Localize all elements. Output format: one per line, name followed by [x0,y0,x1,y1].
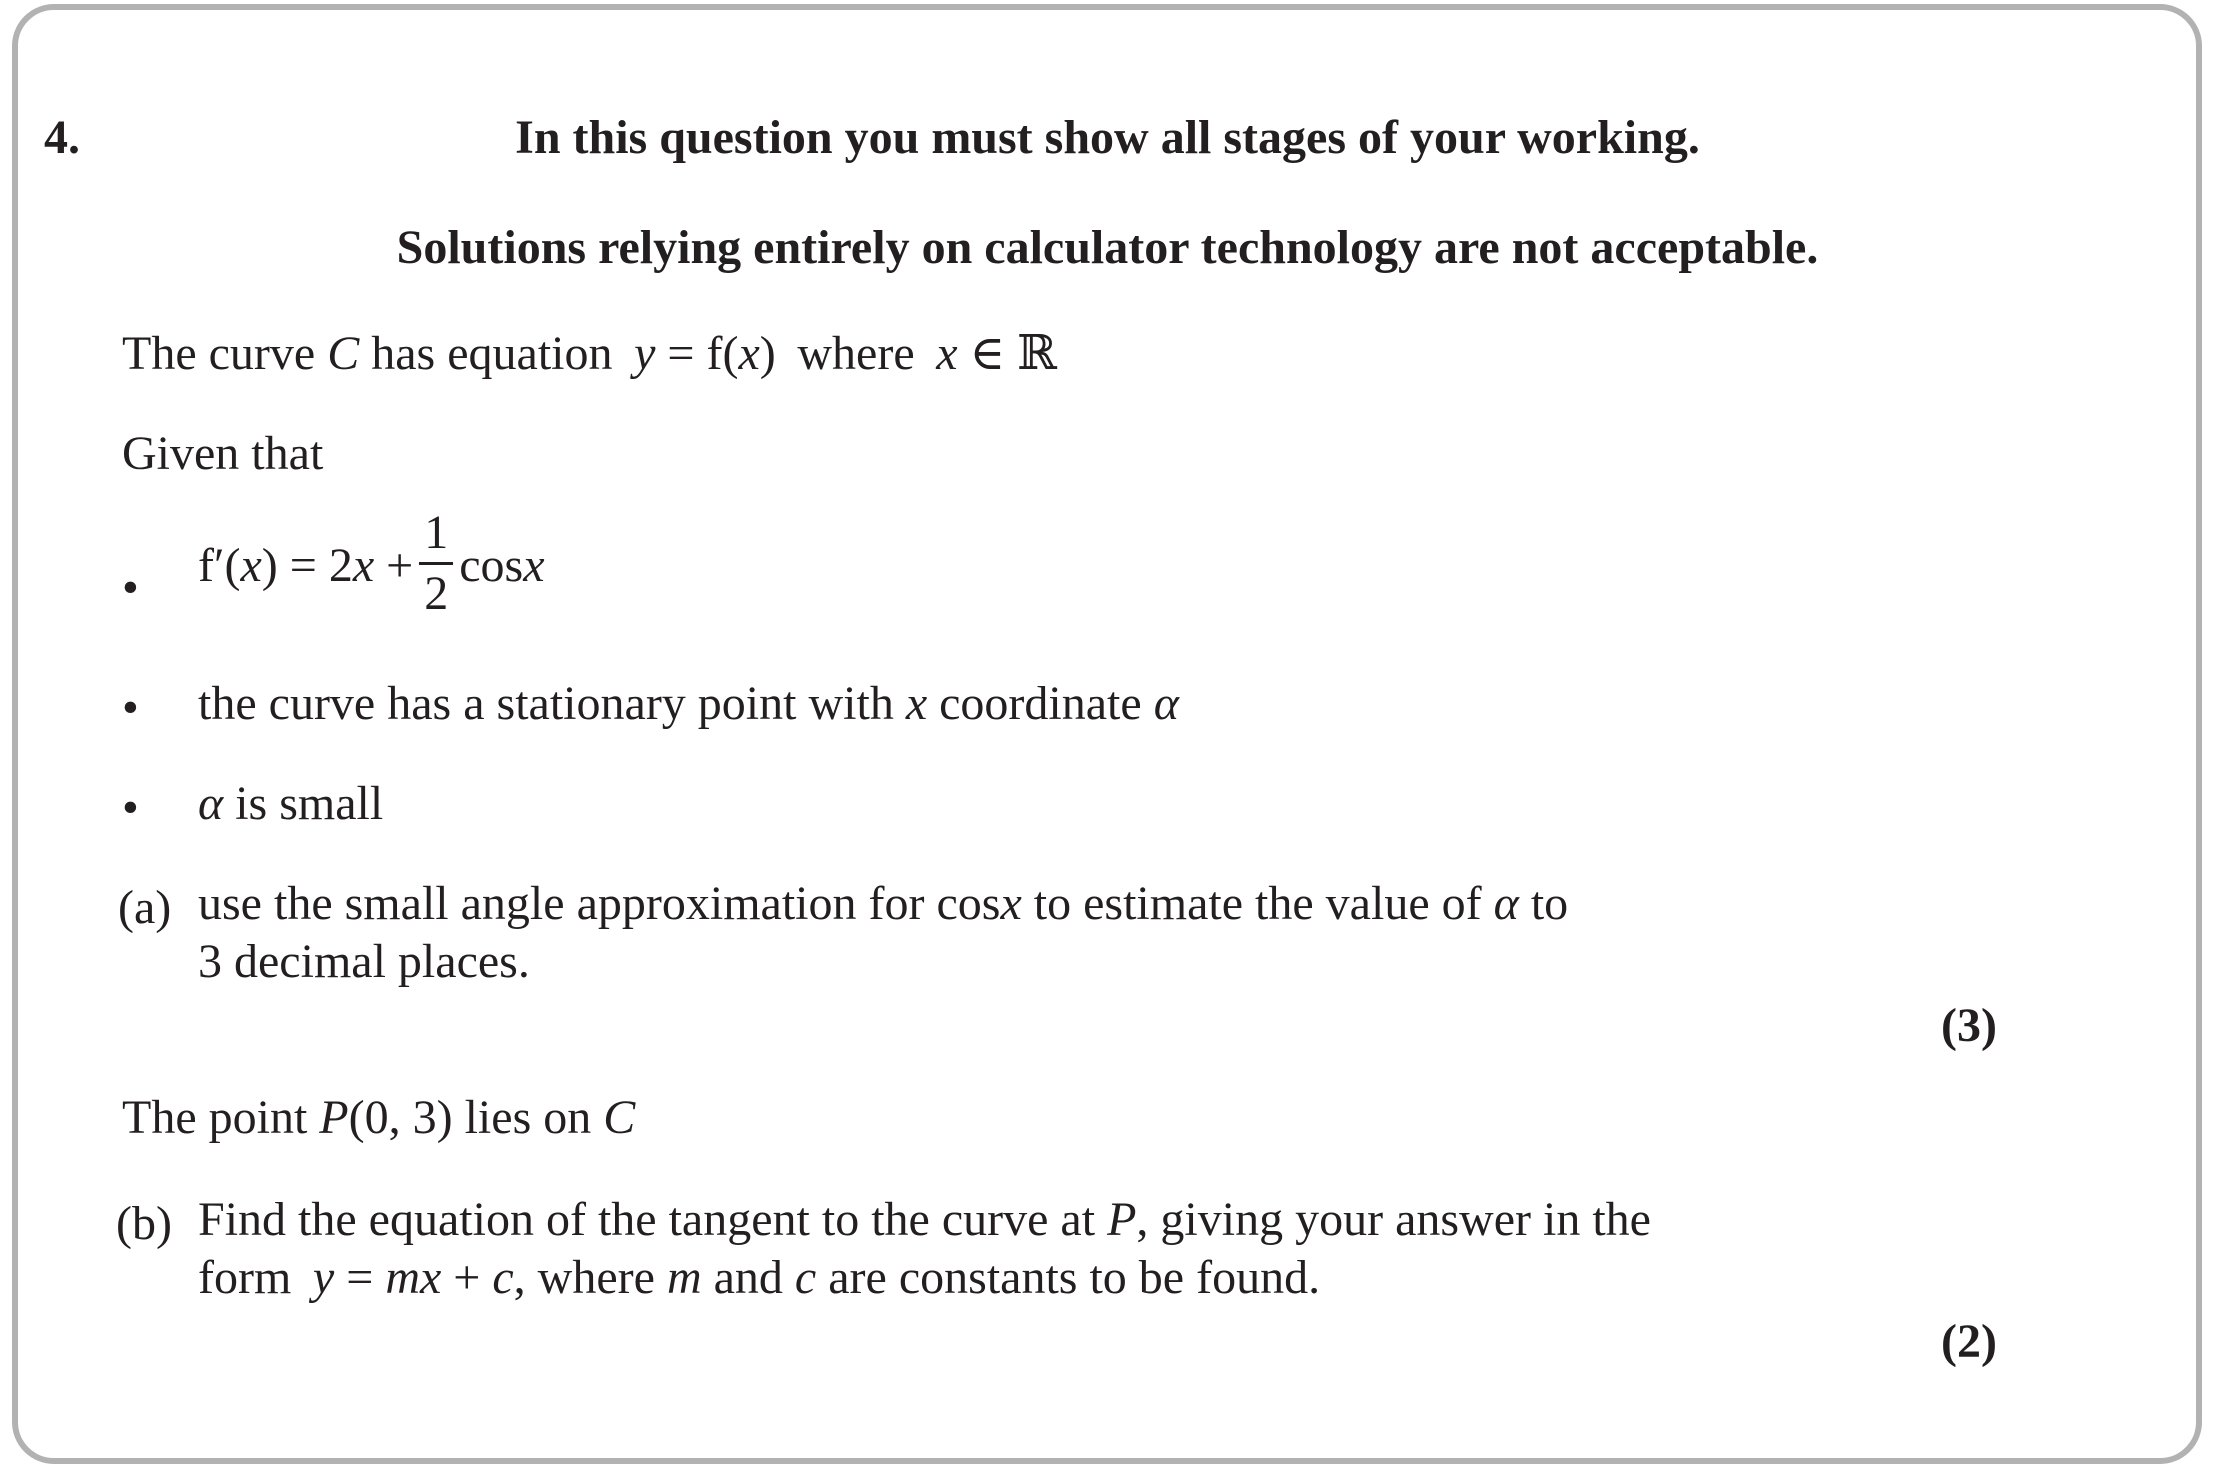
question-number: 4. [44,111,80,164]
where-text: where [785,327,927,380]
curve-symbol: C [327,327,360,380]
part-b-label: (b) [116,1197,172,1250]
part-b-line-1 [198,1193,1651,1246]
equals-f: = f( [655,327,739,380]
part-b-text: , giving your answer in the [1136,1193,1651,1246]
instruction-calculator: Solutions relying entirely on calculator technology are not acceptable. [396,221,1819,274]
plus-sign: + [441,1251,493,1304]
bullet-symbol: • [122,681,139,734]
var-x: x [905,677,928,730]
fraction-denominator: 2 [424,567,449,621]
var-c: c [794,1251,817,1304]
curve-definition [122,327,1057,380]
part-a-line-1 [198,877,1569,930]
var-alpha: α [198,777,224,830]
curve-def-text: has equation [359,327,625,380]
cos-function: cos [459,538,524,592]
part-b-text: are constants to be found. [816,1251,1321,1304]
var-y: y [634,327,656,380]
var-m: m [666,1251,702,1304]
part-b-text: , where [513,1251,667,1304]
curve-def-text: The curve [122,327,328,380]
part-a-marks: (3) [1941,999,1997,1052]
given-that: Given that [122,427,324,480]
var-alpha: α [1153,677,1179,730]
stationary-point-condition [198,677,1179,730]
element-of-reals: ∈ ℝ [957,327,1057,380]
var-x: x [936,327,958,380]
fraction-numerator: 1 [424,506,449,559]
bullet-symbol: • [122,781,139,834]
instruction-working: In this question you must show all stages of your working. [515,111,1700,164]
point-text: The point [122,1091,320,1144]
part-a-label: (a) [118,881,172,934]
curve-symbol: C [603,1091,636,1144]
var-x: x [738,327,760,380]
close-paren: ) [759,327,776,380]
part-b-text: form [198,1251,304,1304]
condition-text: is small [223,777,384,830]
point-symbol: P [1107,1193,1137,1246]
part-a-text: use the small angle approximation for cos [198,877,1001,930]
var-alpha: α [1493,877,1519,930]
derivative-expression [198,506,545,626]
var-x: x [240,538,262,592]
part-a-text: to estimate the value of [1021,877,1494,930]
alpha-small-condition [198,777,384,830]
f-prime: f′( [198,538,241,592]
var-c: c [492,1251,514,1304]
part-b-marks: (2) [1941,1315,1997,1368]
plus-sign: + [374,538,414,592]
fraction-one-half [419,508,453,620]
condition-text: coordinate [927,677,1154,730]
var-y: y [312,1251,335,1304]
point-coords: (0, 3) lies on [348,1091,604,1144]
part-b-text: and [701,1251,795,1304]
bullet-symbol: • [122,561,139,614]
part-b-line-2 [198,1251,1321,1304]
condition-text: the curve has a stationary point with [198,677,906,730]
equals-2: ) = 2 [261,538,353,592]
fraction-bar [419,562,453,565]
point-symbol: P [319,1091,349,1144]
var-x: x [352,538,375,592]
term-mx: mx [385,1251,442,1304]
part-a-text: to [1518,877,1569,930]
var-x: x [1000,877,1022,930]
equals-sign: = [334,1251,386,1304]
part-a-line-2: 3 decimal places. [198,935,530,988]
point-p-statement [122,1091,636,1144]
var-x: x [523,538,545,592]
part-b-text: Find the equation of the tangent to the curve at [198,1193,1108,1246]
